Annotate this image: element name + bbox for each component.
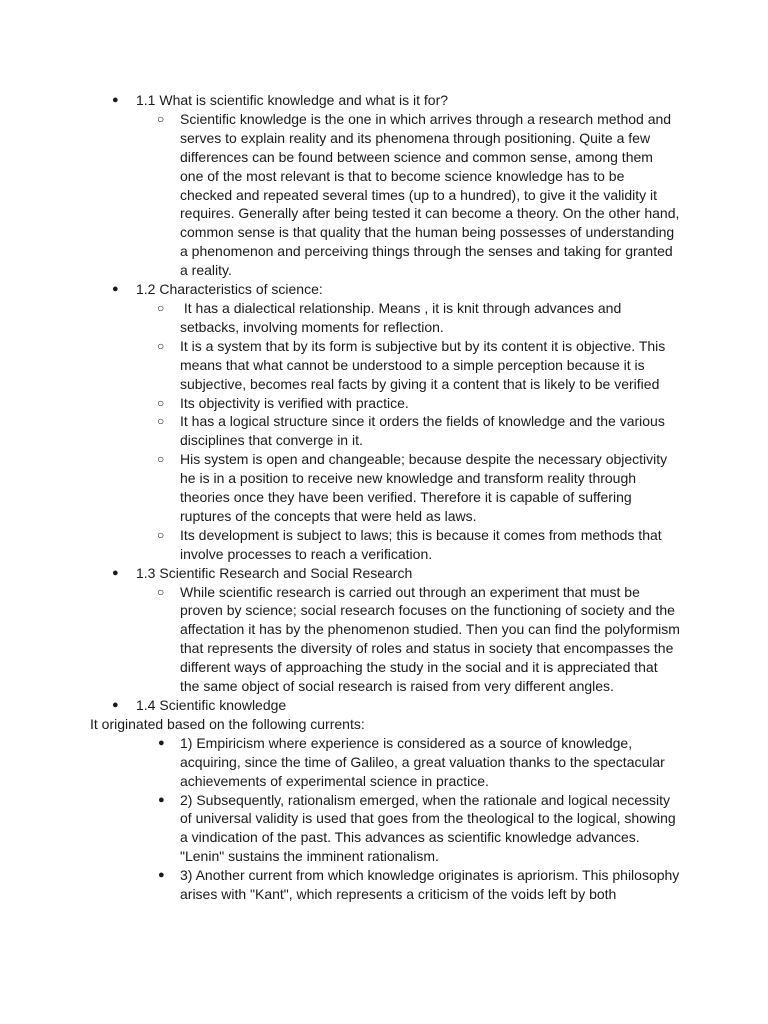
list-item [0,791,680,867]
list-item [0,110,680,280]
list-item-text: Its development is subject to laws; this is because it comes from methods that involve processes to reach a verification. [180,526,662,562]
section-heading: 1.3 Scientific Research and Social Research [136,564,413,581]
list-item [0,394,680,413]
list-item-text: His system is open and changeable; because despite the necessary objectivity he is in a position to receive new knowledge and transform reality through theories once they have been verified. Therefore it is capable of suffering ruptures of the concepts that were held as laws. [180,451,668,524]
list-item-text: It is a system that by its form is subjective but by its content it is objective. This means that what cannot be understood to a simple perception because it is subjective, becomes real facts by giving it a content that is likely to be verified [180,337,666,392]
list-item-text: It has a dialectical relationship. Means , it is knit through advances and setbacks, involving moments for reflection. [180,299,626,335]
list-item-text: Its objectivity is verified with practice. [180,394,409,411]
hollow-bullet-icon: ○ [157,414,165,429]
document-body [0,91,768,904]
sub-item-list [0,299,686,564]
sub-item-list [0,110,686,280]
list-item-text: 2) Subsequently, rationalism emerged, when the rationale and logical necessity of universal validity is used that goes from the theological to the logical, showing a vindication of the past. This advances as scientific knowledge advances. "Lenin" sustains the imminent rationalism. [180,791,676,865]
section-heading: 1.2 Characteristics of science: [136,281,323,298]
list-item-text: 1) Empiricism where experience is considered as a source of knowledge, acquiring, since the time of Galileo, a great valuation thanks to the spectacular achievements of experimental science in practice. [180,734,665,789]
list-item-text: 3) Another current from which knowledge originates is apriorism. This philosophy arises with "Kant", which represents a criticism of the voids left by both [180,867,680,903]
list-item-text: While scientific research is carried out through an experiment that must be proven by science; social research focuses on the functioning of society and the affectation it has by the phenomenon studied. Then you can find the polyformism that represents the diversity of roles and status in society that encompasses the different ways of approaching the study in the social and it is appreciated that the same object of social research is raised from very different angles. [180,583,680,695]
filled-bullet-icon: ● [158,869,165,882]
list-item [0,866,680,904]
hollow-bullet-icon: ○ [157,527,165,542]
section-1-3 [0,564,686,696]
filled-bullet-icon: ● [158,736,165,749]
filled-bullet-icon: ● [158,793,165,806]
section-1-4 [0,696,686,715]
list-item-text: It has a logical structure since it orders the fields of knowledge and the various disciplines that converge in it. [180,413,665,449]
intro-paragraph: It originated based on the following currents: [90,715,365,732]
hollow-bullet-icon: ○ [157,300,165,315]
list-item [0,412,680,450]
list-item-text: Scientific knowledge is the one in which arrives through a research method and serves to explain reality and its phenomena through positioning. Quite a few differences can be found between science and common sense, among them one of the most relevant is that to become science knowledge has to be checked and repeated several times (up to a hundred), to give it the validity it requires. Generally after being tested it can become a theory. On the other hand, common sense is that quality that the human being possesses of understanding a phenomenon and perceiving things through the senses and taking for granted a reality. [180,110,680,279]
list-item [0,734,680,791]
hollow-bullet-icon: ○ [157,584,165,599]
list-item [0,299,680,337]
sub-item-list [0,583,686,696]
hollow-bullet-icon: ○ [157,452,165,467]
filled-bullet-icon: ● [112,699,119,711]
section-heading: 1.4 Scientific knowledge [136,697,287,713]
section-list [0,91,768,715]
filled-bullet-icon: ● [112,566,119,579]
currents-list [0,734,768,904]
section-1-1 [0,91,686,280]
list-item [0,450,680,526]
section-heading: 1.1 What is scientific knowledge and what is it for? [136,92,449,108]
hollow-bullet-icon: ○ [157,111,165,126]
hollow-bullet-icon: ○ [157,395,165,410]
filled-bullet-icon: ● [112,283,119,296]
list-item [0,526,680,564]
filled-bullet-icon: ● [112,94,119,106]
section-1-2 [0,280,686,564]
list-item [0,583,680,696]
list-item [0,337,680,394]
hollow-bullet-icon: ○ [157,338,165,353]
